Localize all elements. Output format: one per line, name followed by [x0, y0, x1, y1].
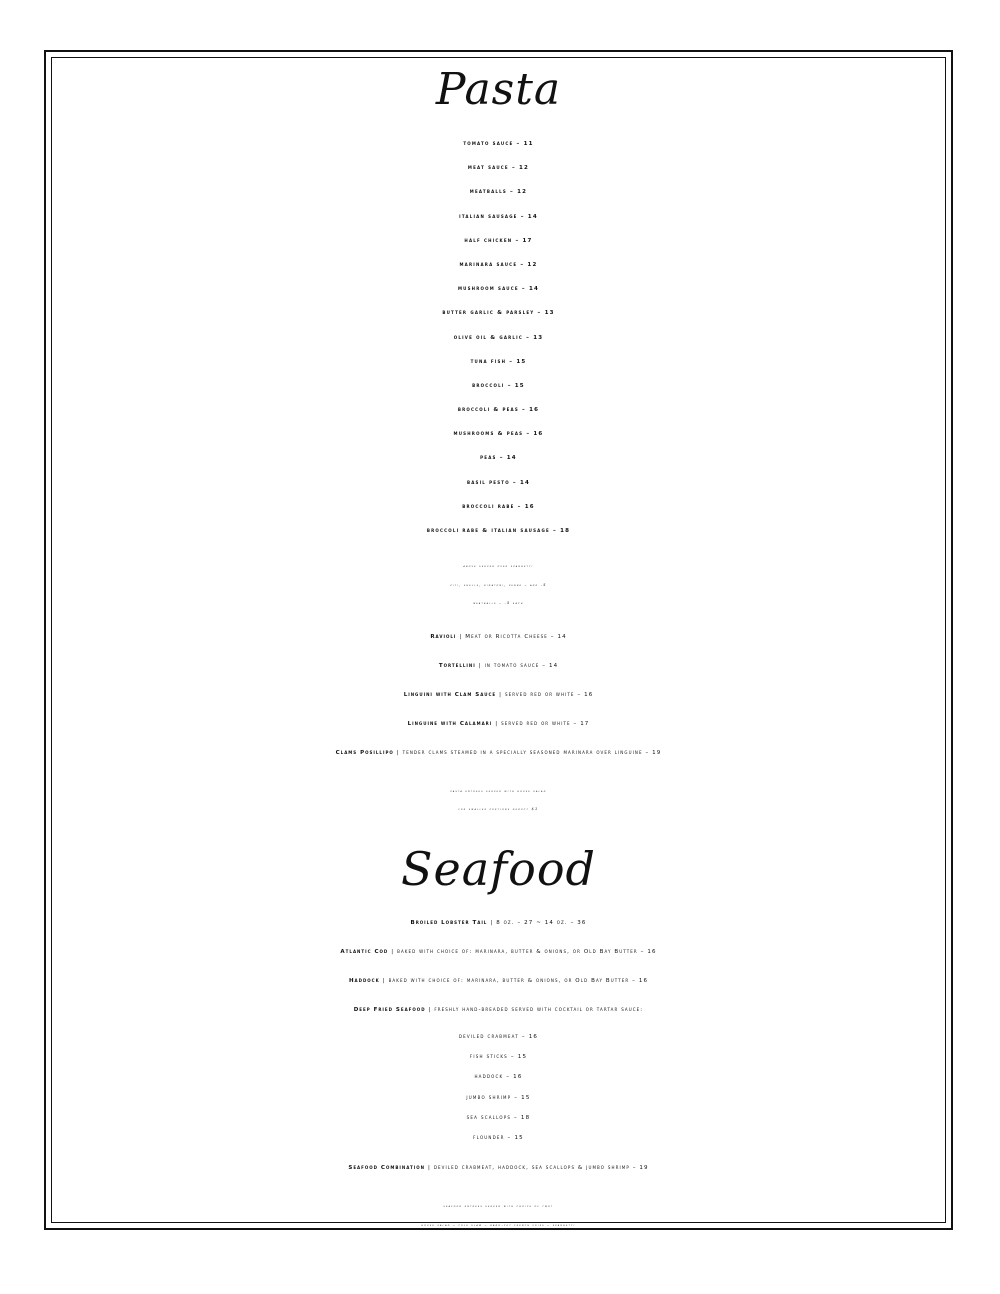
dish-line [52, 938, 945, 967]
menu-content [52, 58, 945, 1234]
pasta-item: half chicken – 17 [464, 237, 533, 244]
dish-description: baked with choice of: marinara, butter & onions, or Old Bay Butter – 16 [388, 977, 649, 984]
fried-item: jumbo shrimp – 15 [466, 1094, 531, 1101]
dish-name: Broiled Lobster Tail [410, 919, 488, 926]
dish-description: in tomato sauce – 14 [484, 662, 559, 669]
pasta-section-title: Pasta [435, 64, 562, 115]
pasta-item: tuna fish – 15 [470, 358, 527, 365]
separator: | [428, 1006, 432, 1013]
dish-line [52, 710, 945, 739]
seafood-combination [52, 1154, 945, 1183]
separator: | [459, 633, 463, 640]
note-line: pasta entrees served with house salad [450, 788, 547, 793]
fried-item: haddock – 16 [474, 1074, 523, 1081]
dish-name: Tortellini [438, 662, 476, 669]
dish-name: Deep Fried Seafood [353, 1006, 426, 1013]
dish-line [52, 967, 945, 996]
dish-line [52, 739, 945, 768]
dish-name: Clams Posillipo [335, 749, 394, 756]
pasta-item: peas – 14 [480, 455, 517, 462]
pasta-item: marinara sauce – 12 [459, 261, 538, 268]
pasta-item: broccoli rabe & italian sausage – 18 [426, 528, 571, 534]
separator: | [391, 948, 395, 955]
pasta-footer-notes [52, 782, 945, 819]
dish-description: deviled crabmeat, haddock, sea scallops & jumbo shrimp – 19 [433, 1165, 649, 1172]
separator: | [427, 1165, 431, 1172]
seafood-footer-notes [52, 1197, 945, 1234]
dish-line [52, 909, 945, 938]
separator: | [499, 691, 502, 698]
note-line: meatballs – .5 each [473, 601, 524, 606]
pasta-item: olive oil & garlic – 13 [453, 334, 544, 341]
note-line: for smaller portions deduct $1 [458, 807, 539, 812]
dish-line [52, 681, 945, 710]
dish-name: Atlantic Cod [340, 948, 389, 955]
note-line: above served over spaghetti [463, 564, 534, 569]
dish-line [52, 1154, 945, 1183]
dish-description: tender clams steamed in a specially seasoned marinara over linguine – 19 [402, 749, 662, 756]
pasta-item: butter garlic & parsley – 13 [442, 310, 555, 317]
fried-item: fish sticks – 15 [469, 1053, 528, 1060]
pasta-item: broccoli & peas – 16 [457, 407, 540, 414]
fried-item: flounder – 15 [473, 1135, 524, 1142]
pasta-item: basil pesto – 14 [466, 479, 531, 486]
dish-description: served red or white – 17 [501, 720, 590, 727]
dish-name: Seafood Combination [348, 1165, 425, 1172]
dish-description: baked with choice of: marinara, butter & onions, or Old Bay Butter – 16 [397, 948, 657, 955]
pasta-item: mushroom sauce – 14 [457, 286, 540, 293]
deep-fried-seafood-list [52, 1027, 945, 1149]
separator: | [495, 720, 499, 727]
separator: | [490, 919, 494, 926]
pasta-notes [52, 557, 945, 613]
note-line: house salad – cole slaw – hand-cut french fries – spaghetti [421, 1222, 576, 1227]
dish-description: served red or white – 16 [505, 691, 594, 698]
note-line: seafood entrees served with choice of two: [443, 1204, 554, 1209]
dish-line [52, 623, 945, 652]
separator: | [396, 749, 400, 756]
note-line: ziti, shells, rigatoni, penne – add .5 [450, 582, 547, 587]
dish-description: freshly hand-breaded served with cocktail or tartar sauce: [434, 1006, 644, 1013]
pasta-item: broccoli rabe – 16 [462, 503, 535, 510]
pasta-sauce-list [52, 132, 945, 543]
pasta-item: italian sausage – 14 [459, 213, 538, 220]
pasta-item: mushrooms & peas – 16 [453, 431, 544, 438]
dish-name: Linguini with Clam Sauce [403, 691, 497, 698]
dish-line [52, 652, 945, 681]
pasta-item: broccoli – 15 [472, 382, 525, 389]
dish-description: 8 oz. – 27 ~ 14 oz. – 36 [496, 919, 587, 926]
dish-line [52, 996, 945, 1025]
seafood-dishes [52, 909, 945, 1025]
seafood-section-title: Seafood [400, 841, 597, 896]
separator: | [382, 977, 386, 984]
separator: | [478, 662, 482, 669]
dish-name: Ravioli [430, 633, 457, 640]
pasta-item: meatballs – 12 [469, 189, 528, 196]
pasta-item: tomato sauce – 11 [463, 141, 534, 147]
pasta-dishes [52, 623, 945, 768]
pasta-item: meat sauce – 12 [467, 165, 530, 172]
dish-name: Linguine with Calamari [407, 720, 493, 727]
dish-name: Haddock [348, 977, 380, 984]
dish-description: Meat or Ricotta Cheese – 14 [465, 633, 567, 640]
fried-item: sea scallops – 18 [466, 1114, 531, 1121]
fried-item: deviled crabmeat – 16 [458, 1033, 539, 1040]
